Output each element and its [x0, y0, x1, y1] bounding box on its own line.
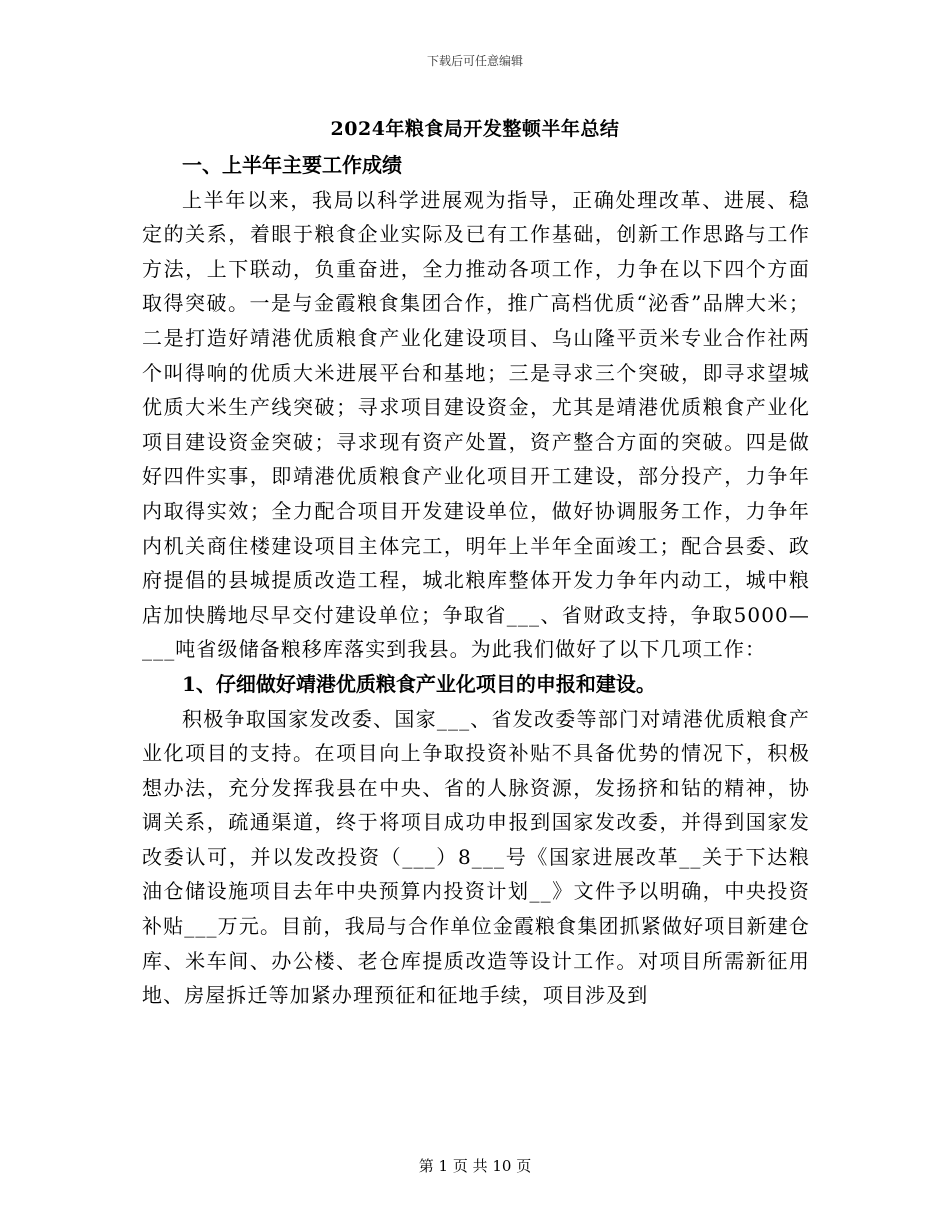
paragraph: 上半年以来，我局以科学进展观为指导，正确处理改革、进展、稳定的关系，着眼于粮食企业实际及已有工作基础，创新工作思路与工作方法，上下联动，负重奋进，全力推动各项工作，力争在以下四个方面取得突破。一是与金霞粮食集团合作，推广高档优质“泌香”品牌大米；二是打造好靖港优质粮食产业化建设项目、乌山隆平贡米专业合作社两个叫得响的优质大米进展平台和基地；三是寻求三个突破，即寻求望城优质大米生产线突破；寻求项目建设资金，尤其是靖港优质粮食产业化项目建设资金突破；寻求现有资产处置，资产整合方面的突破。四是做好四件实事，即靖港优质粮食产业化项目开工建设，部分投产，力争年内取得实效；全力配合项目开发建设单位，做好协调服务工作，力争年内机关商住楼建设项目主体完工，明年上半年全面竣工；配合县委、政府提倡的县城提质改造工程，城北粮库整体开发力争年内动工，城中粮店加快腾地尽早交付建设单位；争取省___、省财政支持，争取5000—___吨省级储备粮移库落实到我县。为此我们做好了以下几项工作： [142, 187, 810, 662]
subsection-heading: 1、仔细做好靖港优质粮食产业化项目的申报和建设。 [182, 671, 656, 696]
header-note: 下载后可任意编辑 [426, 54, 523, 68]
paragraph: 积极争取国家发改委、国家___、省发改委等部门对靖港优质粮食产业化项目的支持。在项目向上争取投资补贴不具备优势的情况下，积极想办法，充分发挥我县在中央、省的人脉资源，发扬挤和钻的精神，协调关系，疏通渠道，终于将项目成功申报到国家发改委，并得到国家发改委认可，并以发改投资（___）8___号《国家进展改革__关于下达粮油仓储设施项目去年中央预算内投资计划__》文件予以明确，中央投资补贴___万元。目前，我局与合作单位金霞粮食集团抓紧做好项目新建仓库、米车间、办公楼、老仓库提质改造等设计工作。对项目所需新征用地、房屋拆迁等加紧办理预征和征地手续，项目涉及到 [142, 706, 810, 1008]
page-number: 第 1 页 共 10 页 [418, 1157, 532, 1175]
section-heading: 一、上半年主要工作成绩 [182, 153, 402, 177]
document-title: 2024年粮食局开发整顿半年总结 [330, 118, 620, 140]
document-body [142, 148, 810, 1013]
